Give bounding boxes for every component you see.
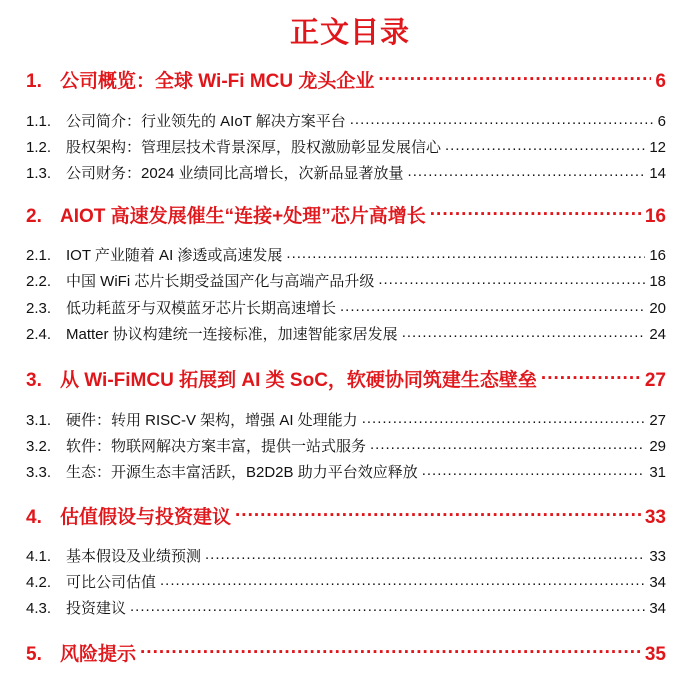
- toc-text: AIOT 高速发展催生“连接+处理”芯片高增长: [60, 206, 426, 227]
- toc-entry-1-2[interactable]: [26, 136, 666, 158]
- dot-leader: [160, 571, 645, 593]
- toc-number: 3.3.: [26, 464, 52, 481]
- dot-leader: [445, 136, 645, 158]
- toc-number: 3.: [26, 370, 42, 391]
- toc-text: 风险提示: [60, 644, 137, 665]
- toc-page-number: 27: [649, 412, 666, 429]
- toc-text: 股权架构：管理层技术背景深厚，股权激励彰显发展信心: [66, 139, 442, 156]
- toc-entry-2-1[interactable]: [26, 244, 666, 266]
- toc-text: 硬件：转用 RISC-V 架构，增强 AI 处理能力: [66, 412, 358, 429]
- toc-entry-1-1[interactable]: [26, 110, 666, 132]
- toc-page-number: 33: [649, 548, 666, 565]
- toc-page-number: 34: [649, 600, 666, 617]
- toc-number: 1.2.: [26, 139, 52, 156]
- toc-page-number: 24: [649, 326, 666, 343]
- dot-leader: [362, 409, 646, 431]
- toc-page-number: 16: [644, 206, 666, 227]
- toc-number: 4.2.: [26, 574, 52, 591]
- toc-number: 1.3.: [26, 165, 52, 182]
- dot-leader: [422, 461, 646, 483]
- toc-page-number: 6: [657, 113, 666, 130]
- toc-page-number: 12: [649, 139, 666, 156]
- toc-text: 投资建议: [66, 600, 127, 617]
- toc-entry-2-2[interactable]: [26, 270, 666, 292]
- toc-page-number: 18: [649, 273, 666, 290]
- toc-text: 基本假设及业绩预测: [66, 548, 202, 565]
- toc-text: Matter 协议构建统一连接标准，加速智能家居发展: [66, 326, 398, 343]
- toc-text: 公司概览：全球 Wi-Fi MCU 龙头企业: [60, 71, 375, 92]
- toc-number: 2.: [26, 206, 42, 227]
- dot-leader: [205, 545, 645, 567]
- toc-entry-2-3[interactable]: [26, 297, 666, 319]
- toc-text: 估值假设与投资建议: [60, 507, 232, 528]
- toc-entry-2[interactable]: [26, 201, 666, 227]
- toc-number: 2.3.: [26, 300, 52, 317]
- toc-page-number: 6: [655, 71, 666, 92]
- toc-number: 4.3.: [26, 600, 52, 617]
- toc-text: 公司财务：2024 业绩同比高增长，次新品显著放量: [66, 165, 404, 182]
- toc-text: 公司简介：行业领先的 AIoT 解决方案平台: [66, 113, 346, 130]
- toc-page-number: 20: [649, 300, 666, 317]
- dot-leader: [430, 201, 641, 227]
- toc-text: 从 Wi-FiMCU 拓展到 AI 类 SoC，软硬协同筑建生态壁垒: [60, 370, 537, 391]
- toc-page-number: 35: [644, 644, 666, 665]
- toc-entry-4-1[interactable]: [26, 545, 666, 567]
- toc-text: 中国 WiFi 芯片长期受益国产化与高端产品升级: [66, 273, 375, 290]
- toc-number: 1.: [26, 71, 42, 92]
- dot-leader: [402, 323, 646, 345]
- toc-page-number: 31: [649, 464, 666, 481]
- page-title: 正文目录: [289, 17, 410, 49]
- toc-text: 可比公司估值: [66, 574, 157, 591]
- dot-leader: [140, 639, 641, 665]
- toc-number: 2.2.: [26, 273, 52, 290]
- dot-leader: [130, 597, 645, 619]
- toc-entry-3-3[interactable]: [26, 461, 666, 483]
- toc-entry-3-1[interactable]: [26, 409, 666, 431]
- toc-page-number: 27: [644, 370, 666, 391]
- toc-text: 低功耗蓝牙与双模蓝牙芯片长期高速增长: [66, 300, 337, 317]
- dot-leader: [378, 270, 645, 292]
- toc-number: 3.2.: [26, 438, 52, 455]
- toc-page-number: 29: [649, 438, 666, 455]
- toc-number: 2.4.: [26, 326, 52, 343]
- dot-leader: [541, 365, 641, 391]
- toc-number: 1.1.: [26, 113, 52, 130]
- toc-entry-2-4[interactable]: [26, 323, 666, 345]
- dot-leader: [370, 435, 645, 457]
- toc-entry-4-3[interactable]: [26, 597, 666, 619]
- dot-leader: [350, 110, 654, 132]
- toc-entry-4-2[interactable]: [26, 571, 666, 593]
- toc-text: 软件：物联网解决方案丰富，提供一站式服务: [66, 438, 367, 455]
- dot-leader: [378, 66, 651, 92]
- toc-number: 5.: [26, 644, 42, 665]
- toc-number: 4.: [26, 507, 42, 528]
- toc-page-number: 34: [649, 574, 666, 591]
- toc-text: 生态：开源生态丰富活跃，B2D2B 助力平台效应释放: [66, 464, 418, 481]
- toc-page-number: 16: [649, 247, 666, 264]
- toc-entry-4[interactable]: [26, 502, 666, 528]
- toc-entry-1[interactable]: [26, 66, 666, 92]
- toc-entry-3[interactable]: [26, 365, 666, 391]
- toc-entry-5[interactable]: [26, 639, 666, 665]
- dot-leader: [286, 244, 645, 266]
- toc-number: 3.1.: [26, 412, 52, 429]
- toc-entry-1-3[interactable]: [26, 162, 666, 184]
- dot-leader: [340, 297, 645, 319]
- toc-page-number: 14: [649, 165, 666, 182]
- toc-number: 2.1.: [26, 247, 52, 264]
- dot-leader: [235, 502, 641, 528]
- toc-entry-3-2[interactable]: [26, 435, 666, 457]
- dot-leader: [408, 162, 646, 184]
- toc-number: 4.1.: [26, 548, 52, 565]
- toc-page-number: 33: [644, 507, 666, 528]
- toc-text: IOT 产业随着 AI 渗透或高速发展: [66, 247, 283, 264]
